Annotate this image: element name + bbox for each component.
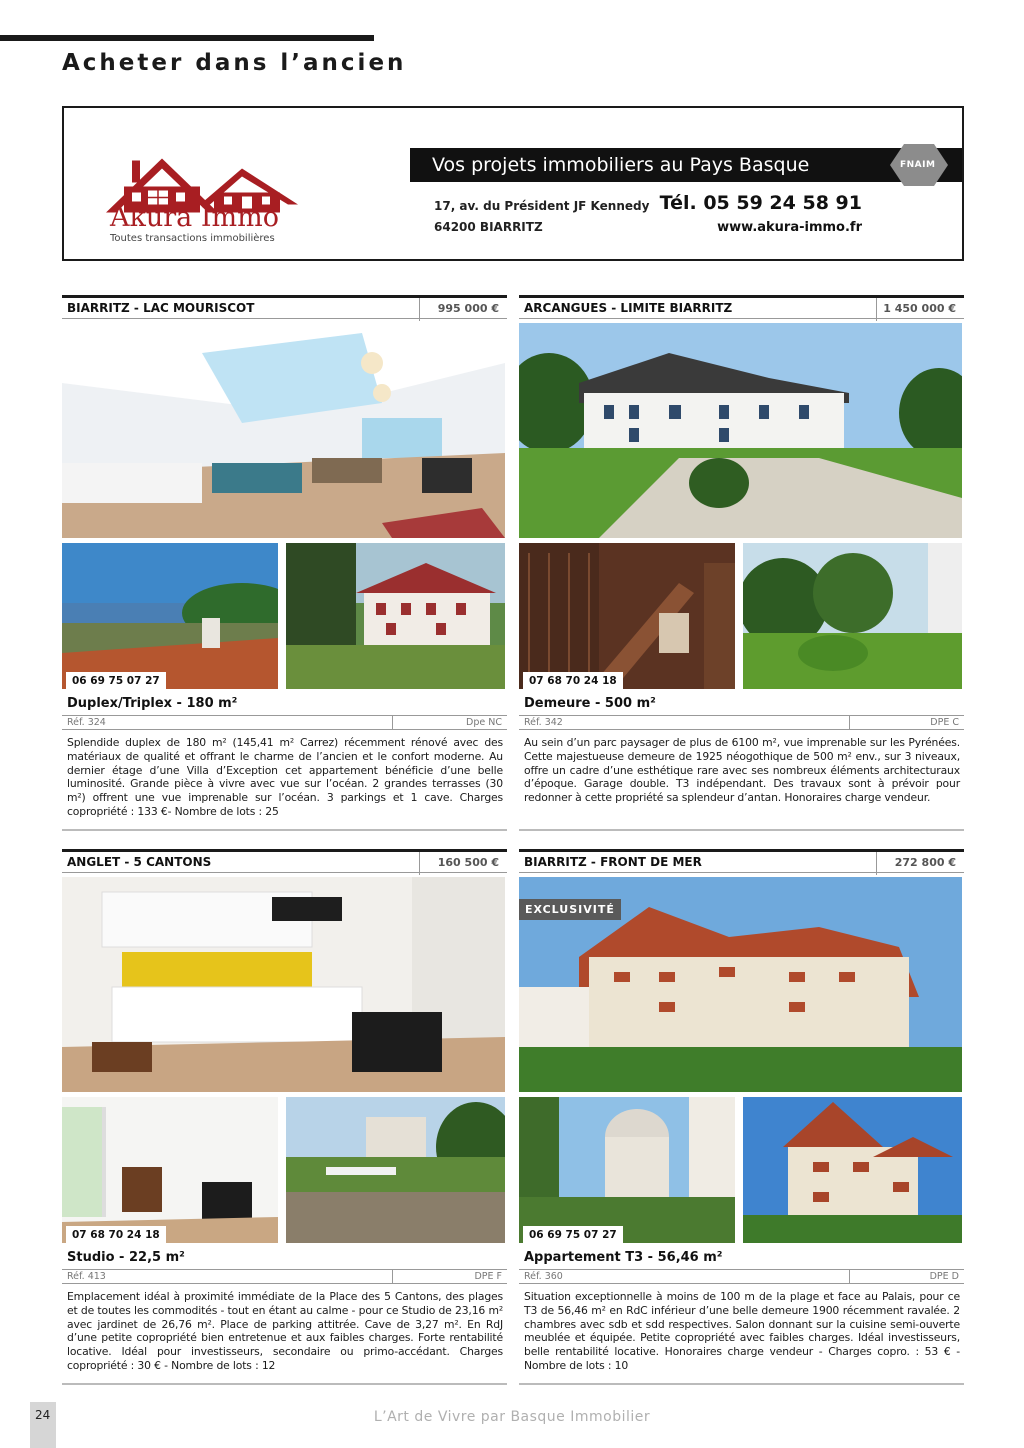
section-title: Acheter dans l’ancien (62, 50, 407, 76)
address-line-1: 17, av. du Président JF Kennedy (434, 199, 650, 213)
listing-location: ANGLET - 5 CANTONS (67, 855, 212, 869)
listing-rule (62, 829, 507, 831)
listing-ref: Réf. 342 (524, 717, 563, 728)
listing-ref: Réf. 360 (524, 1271, 563, 1282)
photo-studio-room (62, 1097, 278, 1243)
agency-name: Akura Immo (110, 202, 279, 233)
listing-rule (62, 1383, 507, 1385)
agency-banner (62, 106, 964, 261)
listing-description: Au sein d’un parc paysager de plus de 6100 m², vue imprenable sur les Pyrénées. Cette majestueuse demeure de 1925 néogothique de 500 m² env., sur 3 niveaux, offre un cadre d’une esthétique rare avec ses nombreux éléments architecturaux d’époque. Garage double. T3 indépendant. Des travaux sont à prévoir pour redonner à cette propriété sa splendeur d’antan. Honoraires charge vendeur. (524, 736, 960, 805)
listing-ref-row (62, 1269, 507, 1284)
listing-price: 272 800 € (876, 852, 964, 875)
photo-staircase (519, 543, 735, 689)
photo-sea-view (62, 543, 278, 689)
listing-title: Studio - 22,5 m² (67, 1250, 185, 1265)
agency-website[interactable]: www.akura-immo.fr (717, 220, 862, 235)
listing-description: Splendide duplex de 180 m² (145,41 m² Carrez) récemment rénové avec des matériaux de qualité et offrant le charme de l’ancien et le confort moderne. Au dernier étage d’une Villa d’Exception cet appartement bénéficie d’une belle luminosité. Grande pièce à vivre avec vue sur l’océan. 2 grandes terrasses (30 m²) offrent une vue imprenable sur l’océan. 3 parkings et 1 cave. Charges copropriété : 133 €- Nombre de lots : 25 (67, 736, 503, 818)
photo-patio (286, 1097, 505, 1243)
listing-dpe: DPE D (929, 1271, 959, 1282)
listing-card (62, 849, 507, 1387)
address-line-2: 64200 BIARRITZ (434, 220, 543, 234)
listing-location: BIARRITZ - LAC MOURISCOT (67, 301, 255, 315)
listing-dpe: DPE F (474, 1271, 502, 1282)
listing-description: Situation exceptionnelle à moins de 100 m de la plage et face au Palais, pour ce T3 de 56,46 m² en RdC inférieur d’une belle demeure 1900 récemment ravalée. 2 chambres avec sdb et sdd respectives. Salon donnant sur la cuisine semi-ouverte meublée et équipée. Petite copropriété avec faibles charges. Idéal investisseurs, belle rentabilité locative. Honoraires charge vendeur - Charges copro. : 53 € - Nombre de lots : 10 (524, 1290, 960, 1372)
listing-header (519, 295, 964, 319)
listing-price: 1 450 000 € (876, 298, 964, 321)
page-footer: L’Art de Vivre par Basque Immobilier (373, 1409, 651, 1425)
listing-location: BIARRITZ - FRONT DE MER (524, 855, 702, 869)
listing-ref-row (519, 715, 964, 730)
agency-slogan: Vos projets immobiliers au Pays Basque (410, 148, 962, 182)
listing-price: 995 000 € (419, 298, 507, 321)
listing-dpe: DPE C (930, 717, 959, 728)
listing-ref: Réf. 413 (67, 1271, 106, 1282)
listing-title: Demeure - 500 m² (524, 696, 656, 711)
agency-address (434, 196, 649, 238)
listing-dpe: Dpe NC (466, 717, 502, 728)
listing-title: Duplex/Triplex - 180 m² (67, 696, 238, 711)
listing-rule (519, 829, 964, 831)
listing-header (519, 849, 964, 873)
listing-header (62, 295, 507, 319)
main-photo-seafront (519, 877, 962, 1092)
main-photo-manor (519, 323, 962, 538)
listing-ref-row (62, 715, 507, 730)
listing-phone: 06 69 75 07 27 (66, 672, 166, 689)
agency-phone: Tél. 05 59 24 58 91 (659, 192, 862, 214)
listing-title: Appartement T3 - 56,46 m² (524, 1250, 723, 1265)
page-number: 24 (30, 1402, 56, 1448)
listing-rule (519, 1383, 964, 1385)
listing-phone: 07 68 70 24 18 (523, 672, 623, 689)
photo-garden (743, 543, 962, 689)
listing-card (62, 295, 507, 831)
listing-card (519, 295, 964, 831)
listing-ref: Réf. 324 (67, 717, 106, 728)
photo-villa (286, 543, 505, 689)
listing-ref-row (519, 1269, 964, 1284)
header-rule (0, 35, 374, 41)
listing-header (62, 849, 507, 873)
listing-phone: 07 68 70 24 18 (66, 1226, 166, 1243)
main-photo-kitchen (62, 877, 505, 1092)
listing-phone: 06 69 75 07 27 (523, 1226, 623, 1243)
main-photo-interior (62, 323, 505, 538)
fnaim-label: FNAIM (900, 160, 936, 170)
photo-facade (743, 1097, 962, 1243)
listing-description: Emplacement idéal à proximité immédiate de la Place des 5 Cantons, des plages et de toutes les commodités - tout en étant au calme - pour ce Studio de 23,16 m² avec jardinet de 26,76 m². Place de parking attitrée. Cave de 3,27 m². En RdJ d’une petite copropriété bien entretenue et aux faibles charges. Forte rentabilité locative. Idéal pour investisseurs, secondaire ou primo-accédant. Charges copropriété : 30 € - Nombre de lots : 12 (67, 1290, 503, 1372)
listing-location: ARCANGUES - LIMITE BIARRITZ (524, 301, 733, 315)
listing-card (519, 849, 964, 1387)
listing-price: 160 500 € (419, 852, 507, 875)
exclusive-badge: EXCLUSIVITÉ (519, 899, 621, 920)
photo-dome (519, 1097, 735, 1243)
agency-tagline: Toutes transactions immobilières (110, 233, 275, 244)
